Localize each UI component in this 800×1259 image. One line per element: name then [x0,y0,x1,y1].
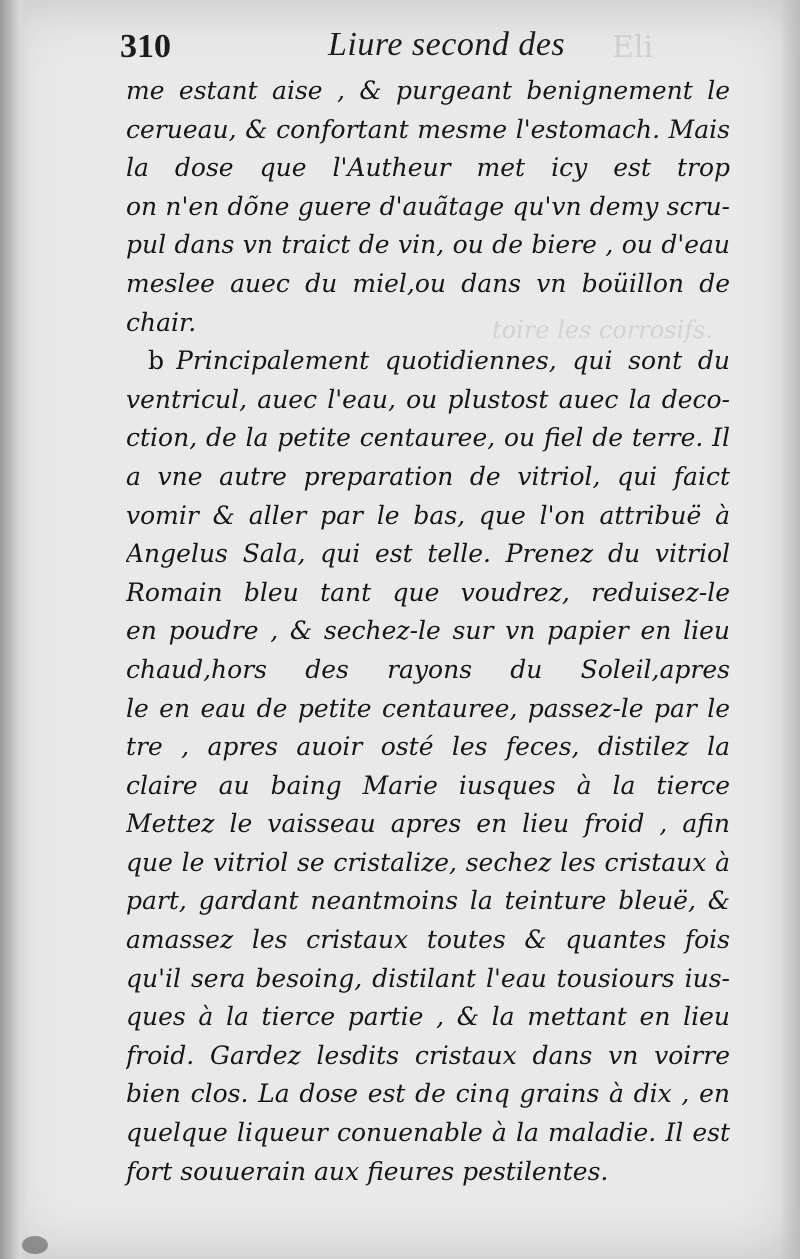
text-line: vomir & aller par le bas, que l'on attribuë à [126,500,730,530]
bleed-through-text: toire les corrosifs. [492,316,714,344]
text-line: cerueau, & confortant mesme l'estomach. Mais [126,114,730,144]
text-line: amassez les cristaux toutes & quantes fois [126,925,730,955]
text-line: pul dans vn traict de vin, ou de biere , ou d'eau [126,230,730,260]
text-line: meslee auec du miel,ou dans vn boüillon de [126,268,730,298]
text-line: claire au baing Marie iusques à la tierce [126,770,730,800]
text-line: en poudre , & sechez-le sur vn papier en lieu [126,616,730,646]
ink-stain [22,1236,48,1254]
text-line: a vne autre preparation de vitriol, qui faict [126,461,730,491]
text-line: fort souuerain aux fieures pestilentes. [126,1156,609,1186]
text-line: ction, de la petite centauree, ou fiel de terre. Il [126,423,730,453]
text-line: Mettez le vaisseau apres en lieu froid , afin [126,809,730,839]
note-paragraph-start [126,342,730,381]
text-line: Principalement quotidiennes, qui sont du [176,346,730,376]
text-line: me estant aise , & purgeant benignement le [126,76,730,105]
text-line: chair. [126,307,197,337]
text-line: froid. Gardez lesdits cristaux dans vn voirre [126,1040,730,1070]
text-line: la dose que l'Autheur met icy est trop [126,153,730,183]
note-marker: b [148,346,165,376]
page-gutter-shadow [0,0,28,1259]
text-line: part, gardant neantmoins la teinture bleuë, & [126,886,730,916]
text-line: ques à la tierce partie , & la mettant en lieu [126,1002,730,1032]
text-line: on n'en dõne guere d'auãtage qu'vn demy scru- [126,191,730,221]
text-line: le en eau de petite centauree, passez-le par le [126,693,730,723]
text-line: ventricul, auec l'eau, ou plustost auec la deco- [126,384,730,414]
running-title: Liure second des [328,26,566,63]
body-text [126,72,730,1191]
text-line: bien clos. La dose est de cinq grains à dix , en [126,1079,730,1109]
page-edge-shadow [780,0,800,1259]
text-line: chaud,hors des rayons du Soleil,apres [126,654,730,684]
text-line: Romain bleu tant que voudrez, reduisez-le [126,577,730,607]
bleed-through-text: Eli [612,30,654,65]
running-header [120,26,760,70]
text-line: quelque liqueur conuenable à la maladie. Il est [126,1118,730,1148]
text-line: tre , apres auoir osté les feces, distilez la [126,732,730,762]
text-line: Angelus Sala, qui est telle. Prenez du vitriol [126,539,730,569]
text-line: qu'il sera besoing, distilant l'eau tousiours ius- [126,963,730,993]
text-line: que le vitriol se cristalize, sechez les cristaux à [126,847,730,877]
page-number: 310 [120,28,171,65]
